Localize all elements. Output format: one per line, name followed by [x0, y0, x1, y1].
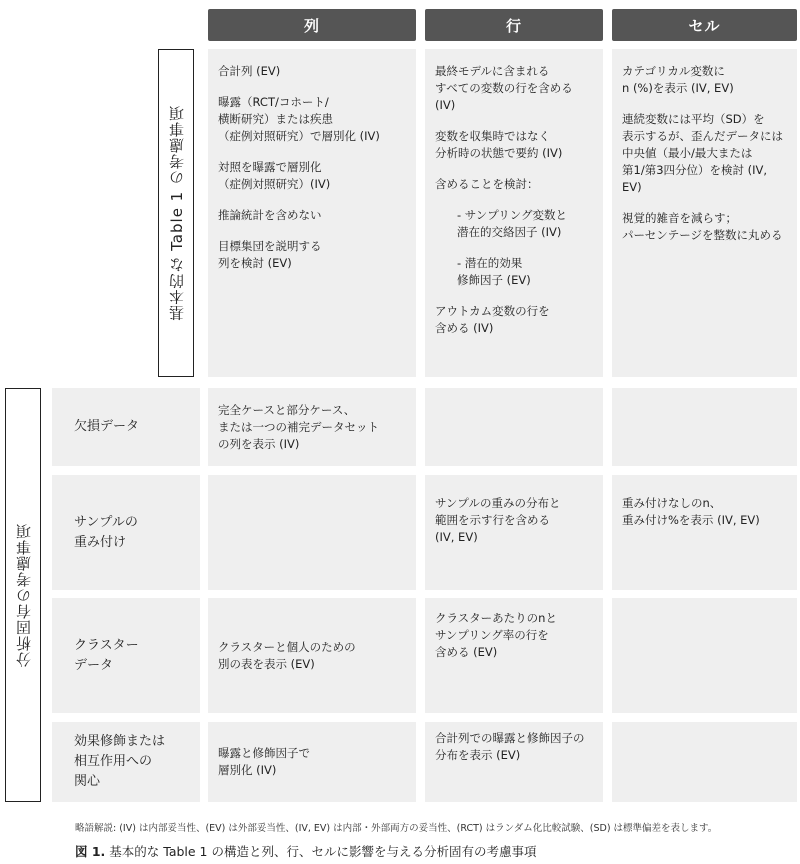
row-label-missing-data: 欠損データ: [52, 388, 200, 466]
missing-data-column-cell: [208, 388, 416, 466]
basic-col-item: 対照を曝露で層別化 （症例対照研究）(IV): [218, 160, 331, 191]
basic-row-subitem: - 潜在的効果 修飾因子 (EV): [457, 256, 531, 287]
effect-column-cell: [208, 722, 416, 802]
header-row: 行: [425, 9, 603, 41]
cell-text: 重み付けなしのn、 重み付け%を表示 (IV, EV): [622, 496, 760, 527]
abbreviation-note: 略語解説: (IV) は内部妥当性、(EV) は外部妥当性、(IV, EV) は内部・外部両方の妥当性、(RCT) はランダム化比較試験、(SD) は標準偏差を表します。: [75, 823, 718, 834]
weighting-row-cell: [425, 475, 603, 590]
header-column: 列: [208, 9, 416, 41]
basic-row-cell: [425, 49, 603, 377]
basic-col-item: 推論統計を含めない: [218, 208, 322, 222]
basic-cell-item: 連続変数には平均（SD）を 表示するが、歪んだデータには 中央値（最小/最大または 第1/第3四分位）を検討 (IV, EV): [622, 112, 783, 194]
basic-row-item: アウトカム変数の行を 含める (IV): [435, 304, 550, 335]
missing-data-cell-cell: [612, 388, 797, 466]
row-label-cluster-data: クラスター データ: [52, 598, 200, 713]
basic-cell-item: 視覚的雑音を減らす； パーセンテージを整数に丸める: [622, 211, 783, 242]
analysis-considerations-label: 分析固有の考慮事項: [14, 523, 33, 667]
cluster-row-cell: [425, 598, 603, 713]
figure-caption: [75, 842, 537, 860]
basic-row-item: 変数を収集時ではなく 分析時の状態で要約 (IV): [435, 129, 563, 160]
cluster-column-cell: [208, 598, 416, 713]
analysis-considerations-label-box: [5, 388, 41, 802]
basic-row-item: 含めることを検討：: [435, 177, 539, 191]
basic-col-item: 曝露（RCT/コホート/ 横断研究）または疾患 （症例対照研究）で層別化 (IV): [218, 95, 380, 143]
weighting-column-cell: [208, 475, 416, 590]
basic-col-item: 目標集団を説明する 列を検討 (EV): [218, 239, 322, 270]
figure-caption-text: 基本的な Table 1 の構造と列、行、セルに影響を与える分析固有の考慮事項: [105, 844, 537, 859]
cell-text: 曝露と修飾因子で 層別化 (IV): [218, 746, 310, 777]
basic-row-subitem: - サンプリング変数と 潜在的交絡因子 (IV): [457, 208, 568, 239]
cell-text: 合計列での曝露と修飾因子の 分布を表示 (EV): [435, 731, 585, 762]
header-cell: セル: [612, 9, 797, 41]
basic-col-item: 合計列 (EV): [218, 64, 281, 78]
row-label-effect-modification: 効果修飾または 相互作用への 関心: [52, 722, 200, 802]
basic-row-item: 最終モデルに含まれる すべての変数の行を含める (IV): [435, 64, 573, 112]
cell-text: クラスターと個人のための 別の表を表示 (EV): [218, 639, 356, 671]
basic-cell-item: カテゴリカル変数に n (%)を表示 (IV, EV): [622, 64, 734, 95]
basic-considerations-label: 基本的な Table 1 の考慮事項: [167, 105, 186, 321]
basic-considerations-label-box: [158, 49, 194, 377]
weighting-cell-cell: [612, 475, 797, 590]
cell-text: クラスターあたりのnと サンプリング率の行を 含める (EV): [435, 611, 557, 659]
missing-data-row-cell: [425, 388, 603, 466]
cell-text: サンプルの重みの分布と 範囲を示す行を含める (IV, EV): [435, 496, 561, 544]
cluster-cell-cell: [612, 598, 797, 713]
basic-cell-cell: [612, 49, 797, 377]
effect-row-cell: [425, 722, 603, 802]
cell-text: 完全ケースと部分ケース、 または一つの補完データセット の列を表示 (IV): [218, 402, 379, 451]
basic-column-cell: [208, 49, 416, 377]
row-label-sample-weighting: サンプルの 重み付け: [52, 475, 200, 590]
figure-caption-label: 図 1.: [75, 844, 106, 859]
effect-cell-cell: [612, 722, 797, 802]
